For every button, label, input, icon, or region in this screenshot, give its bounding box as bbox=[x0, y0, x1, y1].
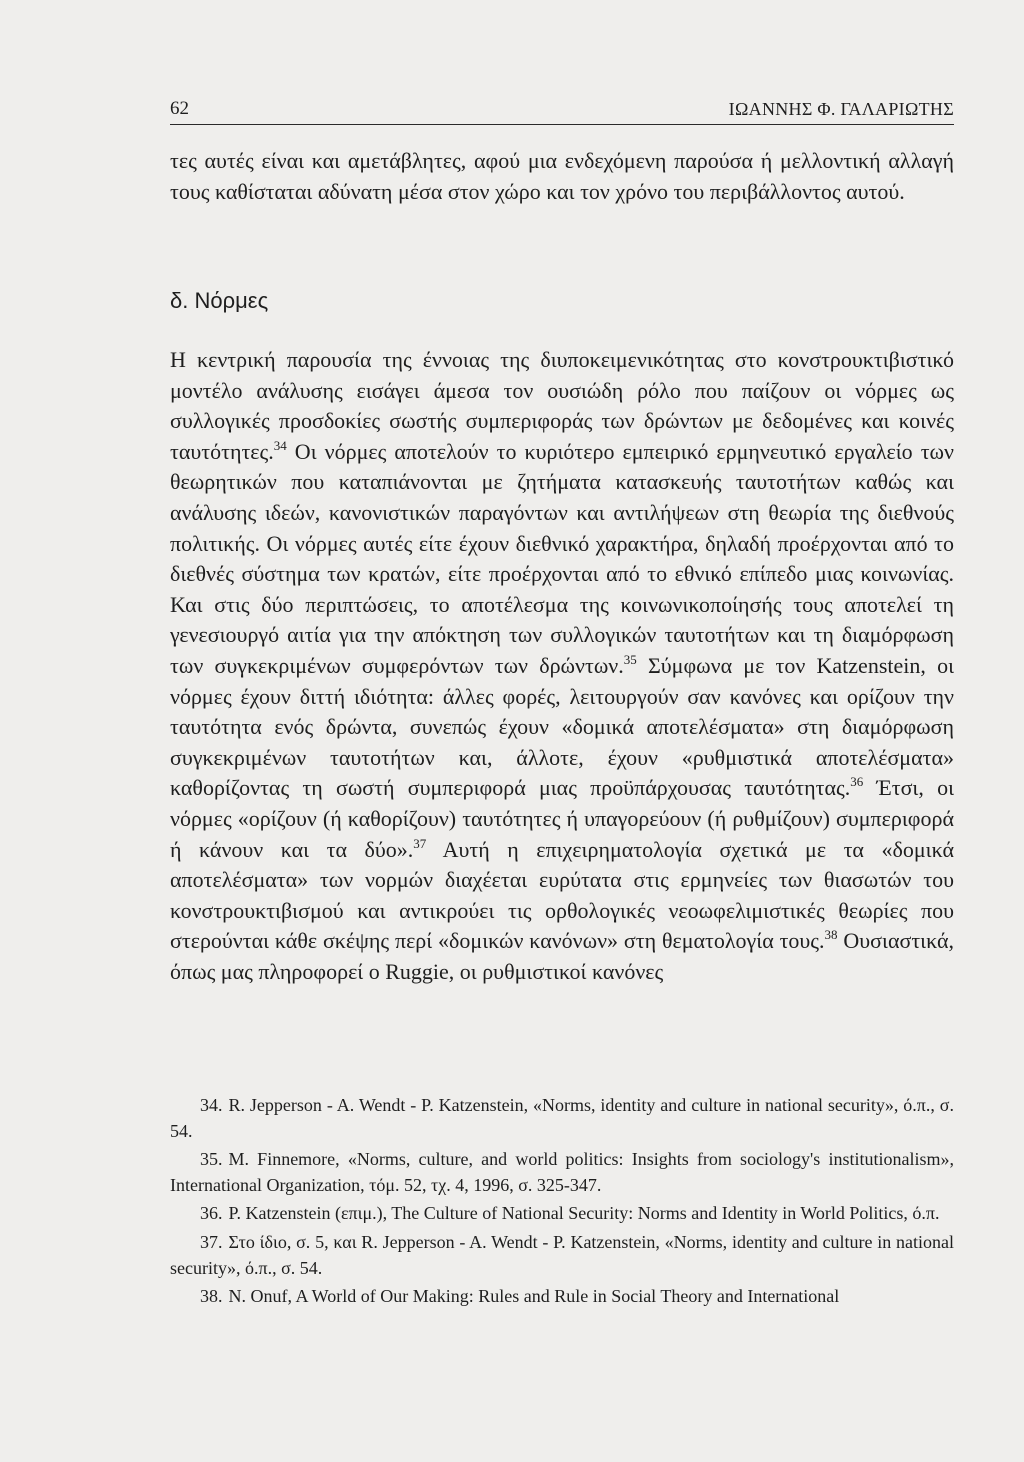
paragraph-continuation: τες αυτές είναι και αμετάβλητες, αφού μια ενδεχόμενη παρούσα ή μελλοντική αλλαγή τους καθίσταται αδύνατη μέσα στον χώρο και τον χρόνο του περιβάλλοντος αυτού. bbox=[170, 148, 954, 204]
page-number: 62 bbox=[170, 98, 189, 119]
text-segment: Σύμφωνα με τον Katzenstein, οι νόρμες έχουν διττή ιδιότητα: άλλες φορές, λειτουργούν σαν κανόνες και ορίζουν την ταυτότητα ενός δρώντα, συνεπώς έχουν «δομικά αποτελέσματα» στη διαμόρφωση συγκεκριμένων ταυτοτήτων και, άλλοτε, έχουν «ρυθμιστικά αποτελέσματα» καθορίζοντας τη σωστή συμπεριφορά μιας προϋπάρχουσας ταυτότητας. bbox=[170, 652, 954, 801]
section-title: δ. Νόρμες bbox=[170, 288, 269, 313]
footnote-ref: 37 bbox=[413, 835, 427, 851]
text-segment: Έτσι, οι νόρμες «ορίζουν (ή καθορίζουν) ταυτότητες ή υπαγορεύουν (ή ρυθμίζουν) συμπεριφορά ή κάνουν και τα δύο». bbox=[170, 775, 954, 862]
footnote-ref: 36 bbox=[850, 774, 864, 790]
footnote-37 bbox=[170, 1230, 954, 1281]
footnote-text: N. Onuf, A World of Our Making: Rules and Rule in Social Theory and International bbox=[228, 1286, 840, 1307]
footnote-34 bbox=[170, 1093, 954, 1144]
footnote-35 bbox=[170, 1147, 954, 1198]
footnote-ref: 38 bbox=[824, 927, 838, 943]
text-segment: Αυτή η επιχειρηματολογία σχετικά με τα «δομικά αποτελέσματα» των νορμών διαχέεται ευρύτατα στις ερμηνείες των θιασωτών του κονστρουκτιβισμού και αντικρούει τις ορθολογικές νεοωφελιμιστικές θεωρίες που στερούνται κάθε σκέψης περί «δομικών κανόνων» στη θεματολογία τους. bbox=[170, 836, 954, 954]
footnote-ref: 35 bbox=[623, 651, 637, 667]
footnote-36 bbox=[170, 1201, 954, 1227]
page-header bbox=[170, 98, 954, 125]
footnote-number: 38. bbox=[200, 1286, 223, 1307]
text-segment: Οι νόρμες αποτελούν το κυριότερο εμπειρικό ερμηνευτικό εργαλείο των θεωρητικών που καταπιάνονται με ζητήματα κατασκευής ταυτοτήτων καθώς και ανάλυσης ιδεών, κανονιστικών παραγόντων και αντιλήψεων στη θεωρία της διεθνούς πολιτικής. Οι νόρμες αυτές είτε έχουν διεθνικό χαρακτήρα, δηλαδή προέρχονται από το διεθνές σύστημα των κρατών, είτε προέρχονται από το εθνικό επίπεδο μιας κοινωνίας. Και στις δύο περιπτώσεις, το αποτέλεσμα της κοινωνικοποίησής τους αποτελεί τη γενεσιουργό αιτία για την απόκτηση των συλλογικών ταυτοτήτων και τη διαμόρφωση των συγκεκριμένων συμφερόντων των δρώντων. bbox=[170, 438, 954, 678]
footnote-text: R. Jepperson - A. Wendt - P. Katzenstein, «Norms, identity and culture in national security», ό.π., σ. 54. bbox=[170, 1095, 954, 1141]
paragraph-norms bbox=[170, 345, 954, 987]
footnote-number: 37. bbox=[200, 1231, 223, 1252]
text-segment: Ουσιαστικά, όπως μας πληροφορεί ο Ruggie, οι ρυθμιστικοί κανόνες bbox=[170, 928, 955, 984]
footnote-text: M. Finnemore, «Norms, culture, and world politics: Insights from sociology's institutionalism», International Organization, τόμ. 52, τχ. 4, 1996, σ. 325-347. bbox=[170, 1149, 954, 1195]
text-segment: Η κεντρική παρουσία της έννοιας της διυποκειμενικότητας στο κονστρουκτιβιστικό μοντέλο ανάλυσης εισάγει άμεσα τον ουσιώδη ρόλο που παίζουν οι νόρμες ως συλλογικές προσδοκίες σωστής συμπεριφοράς των δρώντων με δεδομένες και κοινές ταυτότητες. bbox=[170, 347, 954, 464]
footnote-number: 34. bbox=[200, 1095, 223, 1115]
footnote-38 bbox=[170, 1284, 954, 1310]
footnote-text: Στο ίδιο, σ. 5, και R. Jepperson - A. Wendt - P. Katzenstein, «Norms, identity and culture in national security», ό.π., σ. 54. bbox=[170, 1231, 954, 1278]
running-head-author: ΙΩΑΝΝΗΣ Φ. ΓΑΛΑΡΙΩΤΗΣ bbox=[728, 99, 954, 119]
footnote-number: 35. bbox=[200, 1149, 223, 1170]
footnote-text: P. Katzenstein (επιμ.), The Culture of National Security: Norms and Identity in World Politics, ό.π. bbox=[228, 1203, 940, 1224]
footnotes bbox=[170, 1093, 954, 1313]
footnote-number: 36. bbox=[200, 1203, 223, 1224]
footnote-ref: 34 bbox=[273, 437, 287, 453]
